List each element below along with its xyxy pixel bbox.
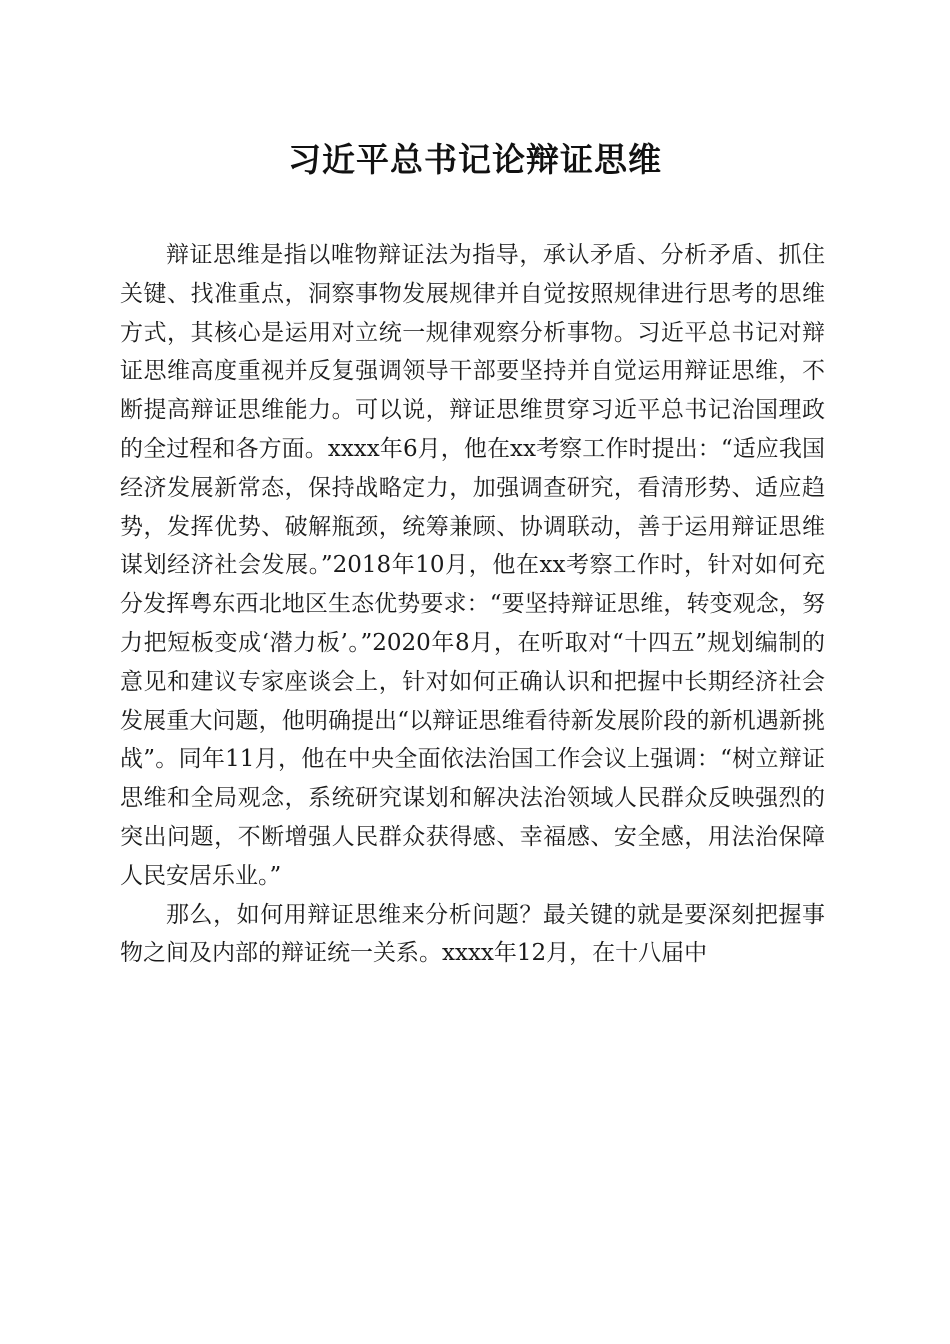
- paragraph: 那么，如何用辩证思维来分析问题？最关键的就是要深刻把握事物之间及内部的辩证统一关系。xxxx年12月，在十八届中: [120, 901, 825, 967]
- document-title: 习近平总书记论辩证思维: [288, 140, 662, 179]
- document-body: [120, 236, 825, 973]
- paragraph: 辩证思维是指以唯物辩证法为指导，承认矛盾、分析矛盾、抓住关键、找准重点，洞察事物发展规律并自觉按照规律进行思考的思维方式，其核心是运用对立统一规律观察分析事物。习近平总书记对辩证思维高度重视并反复强调领导干部要坚持并自觉运用辩证思维，不断提高辩证思维能力。可以说，辩证思维贯穿习近平总书记治国理政的全过程和各方面。xxxx年6月，他在xx考察工作时提出：“适应我国经济发展新常态，保持战略定力，加强调查研究，看清形势、适应趋势，发挥优势、破解瓶颈，统筹兼顾、协调联动，善于运用辩证思维谋划经济社会发展。”2018年10月，他在xx考察工作时，针对如何充分发挥粤东西北地区生态优势要求：“要坚持辩证思维，转变观念，努力把短板变成‘潜力板’。”2020年8月，在听取对“十四五”规划编制的意见和建议专家座谈会上，针对如何正确认识和把握中长期经济社会发展重大问题，他明确提出“以辩证思维看待新发展阶段的新机遇新挑战”。同年11月，他在中央全面依法治国工作会议上强调：“树立辩证思维和全局观念，系统研究谋划和解决法治领域人民群众反映强烈的突出问题，不断增强人民群众获得感、幸福感、安全感，用法治保障人民安居乐业。”: [120, 242, 825, 889]
